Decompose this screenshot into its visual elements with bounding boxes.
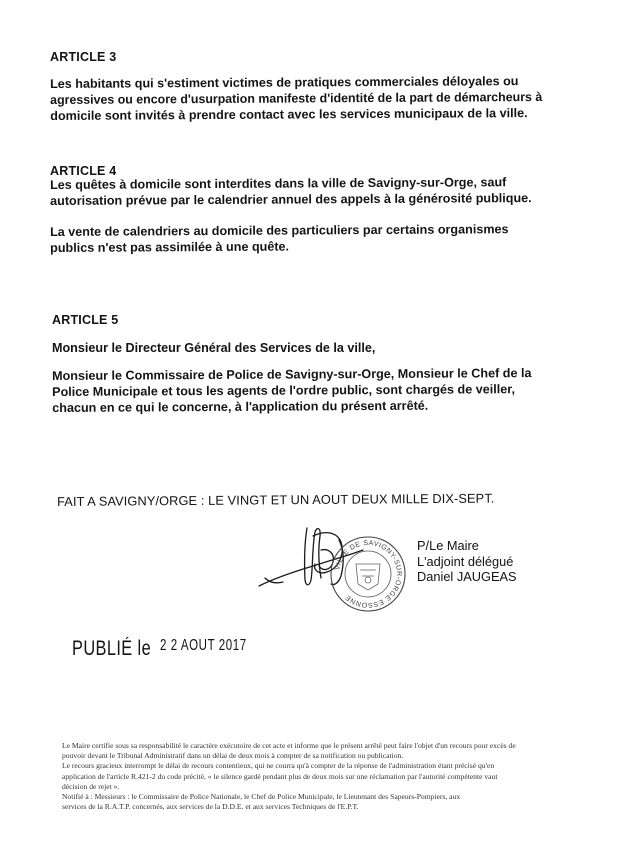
signatory-title: P/Le Maire: [417, 538, 479, 553]
footer-line: Notifié à : Messieurs : le Commissaire de Police Nationale, le Chef de Police Municipale, le Lieutenant des Sapeurs-Pompiers, aux: [62, 792, 461, 802]
article-4-heading: ARTICLE 4: [50, 164, 117, 178]
text-line: chacun en ce qui le concerne, à l'application du présent arrêté.: [52, 398, 429, 415]
seal-icon: [328, 534, 408, 614]
footer-line: application de l'article R.421-2 du code précité, « le silence gardé pendant plus de deux mois sur une réclamation par l'autorité compétente vaut: [62, 771, 498, 781]
article-3-text: [50, 73, 542, 124]
fait-a-line: FAIT A SAVIGNY/ORGE : LE VINGT ET UN AOUT DEUX MILLE DIX-SEPT.: [57, 490, 495, 509]
article-3-heading: ARTICLE 3: [50, 50, 117, 64]
text-line: domicile sont invités à prendre contact avec les services municipaux de la ville.: [50, 106, 528, 123]
article-5-heading: ARTICLE 5: [52, 313, 119, 327]
article-5-paragraph-1: Monsieur le Directeur Général des Services de la ville,: [52, 341, 376, 355]
text-line: autorisation prévue par le calendrier annuel des appels à la générosité publique.: [50, 191, 532, 208]
text-line: Monsieur le Commissaire de Police de Savigny-sur-Orge, Monsieur le Chef de la: [52, 366, 532, 383]
legal-footer: [62, 741, 574, 812]
article-4-paragraph-2: [50, 221, 542, 256]
text-line: La vente de calendriers au domicile des particuliers par certains organismes: [50, 222, 509, 239]
signatory-name: Daniel JAUGEAS: [417, 569, 517, 584]
article-4-paragraph-1: [50, 174, 542, 209]
text-line: Les habitants qui s'estiment victimes de pratiques commerciales déloyales ou: [50, 74, 519, 91]
signatory-role: L'adjoint délégué: [417, 553, 514, 569]
article-5-paragraph-2: [52, 365, 546, 416]
footer-line: Le Maire certifie sous sa responsabilité le caractère exécutoire de cet acte et informe que le présent arrêté peut faire l'objet d'un recours pour excès de: [62, 741, 516, 750]
footer-line: décision de rejet ».: [62, 781, 120, 791]
seal-text: VILLE DE SAVIGNY-SUR-ORGE ESSONNE: [334, 539, 403, 609]
text-line: Police Municipale et tous les agents de l'ordre public, sont chargés de veiller,: [52, 382, 515, 399]
footer-line: Le recours gracieux interrompt le délai de recours contentieux, qui ne courra qu'à compter de la réponse de l'administration étant précisé qu'en: [62, 761, 495, 771]
footer-line: pouvoir devant le Tribunal Administratif dans un délai de deux mois à compter de sa notification ou publication.: [62, 751, 404, 761]
svg-text:VILLE DE SAVIGNY-SUR-ORGE ESSO: [334, 540, 402, 608]
official-seal: [328, 534, 408, 614]
text-line: agressives ou encore d'usurpation manifeste d'identité de la part de démarcheurs à: [50, 89, 543, 107]
footer-line: services de la R.A.T.P. concernés, aux services de la D.D.E. et aux services Techniques de l'E.P.T.: [62, 802, 359, 812]
publication-date: 2 2 AOUT 2017: [160, 637, 247, 654]
signature-block: [417, 538, 517, 585]
text-line: Les quêtes à domicile sont interdites dans la ville de Savigny-sur-Orge, sauf: [50, 175, 507, 192]
text-line: publics n'est pas assimilée à une quête.: [50, 239, 290, 255]
publication-label: PUBLIÉ le: [72, 637, 152, 660]
